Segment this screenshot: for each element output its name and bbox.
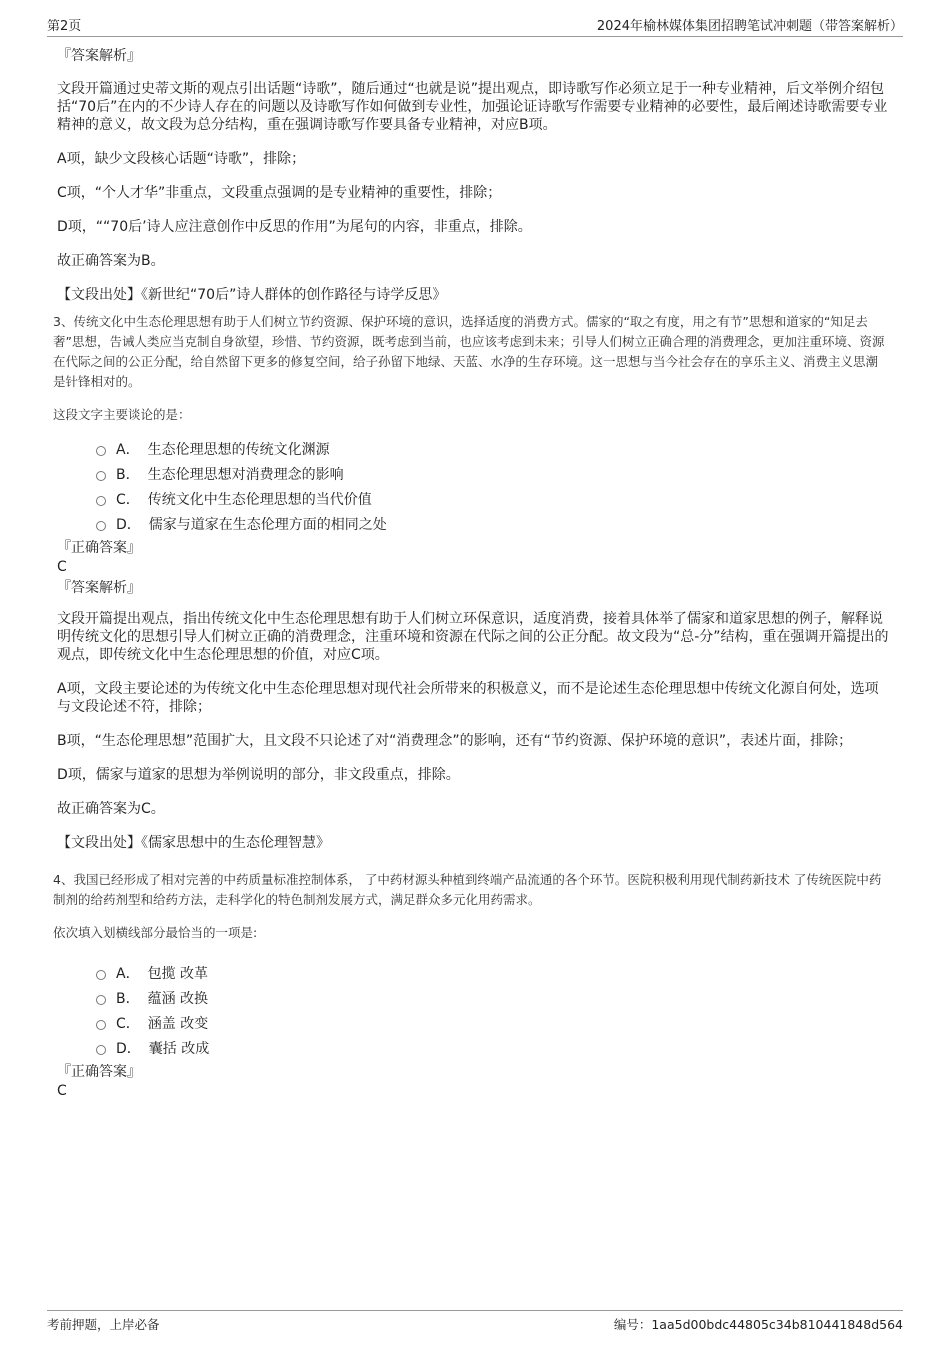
radio-icon[interactable]: [96, 970, 106, 980]
q4-option-d[interactable]: D． 囊括 改成: [96, 1035, 889, 1060]
q3-answer-label: 『正确答案』: [57, 540, 141, 556]
q4-option-c[interactable]: C． 涵盖 改变: [96, 1010, 889, 1035]
q3-source: 【文段出处】《儒家思想中的生态伦理智慧》: [57, 835, 330, 851]
q3-option-d[interactable]: D． 儒家与道家在生态伦理方面的相同之处: [96, 511, 889, 536]
q2-option-c-note: C项，“个人才华”非重点，文段重点强调的是专业精神的重要性，排除；: [57, 185, 502, 201]
radio-icon[interactable]: [96, 471, 106, 481]
q3-option-b-note: B项，“生态伦理思想”范围扩大，且文段不只论述了对“消费理念”的影响，还有“节约资源、保护环境的意识”，表述片面，排除；: [57, 733, 853, 749]
q2-analysis: 文段开篇通过史蒂文斯的观点引出话题“诗歌”，随后通过“也就是说”提出观点，即诗歌写作必须立足于一种专业精神，后文举例介绍包括“70后”在内的不少诗人存在的问题以及诗歌写作如何做到专业性，加强论证诗歌写作需要专业精神的必要性，最后阐述诗歌需要专业精神的意义，故文段为总分结构，重在强调诗歌写作要具备专业精神，对应B项。: [57, 81, 888, 133]
q3-option-d-note: D项，儒家与道家的思想为举例说明的部分，非文段重点，排除。: [57, 767, 460, 783]
document-id: 编号：1aa5d00bdc44805c34b810441848d564: [613, 1317, 903, 1332]
q2-option-a-note: A项，缺少文段核心话题“诗歌”，排除；: [57, 151, 306, 167]
q3-option-c[interactable]: C． 传统文化中生态伦理思想的当代价值: [96, 486, 889, 511]
q4-option-a[interactable]: A． 包揽 改革: [96, 960, 889, 985]
q4-answer-label: 『正确答案』: [57, 1064, 141, 1080]
q4-question-ask: 依次填入划横线部分最恰当的一项是:: [53, 925, 258, 940]
radio-icon[interactable]: [96, 1020, 106, 1030]
page-header: [47, 14, 903, 37]
q3-answer: C: [57, 559, 67, 575]
footer-slogan: 考前押题，上岸必备: [47, 1317, 160, 1332]
q3-analysis: 文段开篇提出观点，指出传统文化中生态伦理思想有助于人们树立环保意识，适度消费，接着具体举了儒家和道家思想的例子，解释说明传统文化的思想引导人们树立正确的消费理念，注重环境和资源在代际之间的公正分配。故文段为“总-分”结构，重在强调开篇提出的观点，即传统文化中生态伦理思想的价值，对应C项。: [57, 611, 889, 663]
radio-icon[interactable]: [96, 446, 106, 456]
page-content: [53, 46, 889, 1100]
radio-icon[interactable]: [96, 1045, 106, 1055]
q3-option-b[interactable]: B． 生态伦理思想对消费理念的影响: [96, 461, 889, 486]
q3-analysis-label: 『答案解析』: [57, 580, 141, 596]
q2-option-d-note: D项，““70后’诗人应注意创作中反思的作用”为尾句的内容，非重点，排除。: [57, 219, 532, 235]
radio-icon[interactable]: [96, 496, 106, 506]
q4-question-text: 4、我国已经形成了相对完善的中药质量标准控制体系， 了中药材源头种植到终端产品流通的各个环节。医院积极利用现代制药新技术 了传统医院中药制剂的给药剂型和给药方法，走科学化的特色制剂发展方式，满足群众多元化用药需求。: [53, 872, 882, 907]
radio-icon[interactable]: [96, 995, 106, 1005]
radio-icon[interactable]: [96, 521, 106, 531]
document-title: 2024年榆林媒体集团招聘笔试冲刺题（带答案解析）: [596, 19, 903, 34]
q3-options: [57, 436, 889, 536]
q4-option-b[interactable]: B． 蕴涵 改换: [96, 985, 889, 1010]
q3-conclusion: 故正确答案为C。: [57, 801, 165, 817]
q2-conclusion: 故正确答案为B。: [57, 253, 165, 269]
q3-question-ask: 这段文字主要谈论的是：: [53, 407, 191, 422]
q3-option-a[interactable]: A． 生态伦理思想的传统文化渊源: [96, 436, 889, 461]
q4-answer: C: [57, 1083, 67, 1099]
page-number: 第2页: [47, 19, 82, 34]
q2-source: 【文段出处】《新世纪“70后”诗人群体的创作路径与诗学反思》: [57, 287, 447, 303]
q2-analysis-label: 『答案解析』: [57, 48, 141, 64]
q3-option-a-note: A项，文段主要论述的为传统文化中生态伦理思想对现代社会所带来的积极意义，而不是论述生态伦理思想中传统文化源自何处，选项与文段论述不符，排除；: [57, 681, 879, 715]
q3-question-text: 3、传统文化中生态伦理思想有助于人们树立节约资源、保护环境的意识，选择适度的消费方式。儒家的“取之有度，用之有节”思想和道家的“知足去奢”思想，告诫人类应当克制自身欲望，珍惜、节约资源，既考虑到当前，也应该考虑到未来；引导人们树立正确合理的消费理念，更加注重环境、资源在代际之间的公正分配，给自然留下更多的修复空间，给子孙留下地绿、天蓝、水净的生存环境。这一思想与当今社会存在的享乐主义、消费主义思潮是针锋相对的。: [53, 314, 885, 389]
q4-options: [57, 960, 889, 1060]
page-footer: [47, 1310, 903, 1333]
